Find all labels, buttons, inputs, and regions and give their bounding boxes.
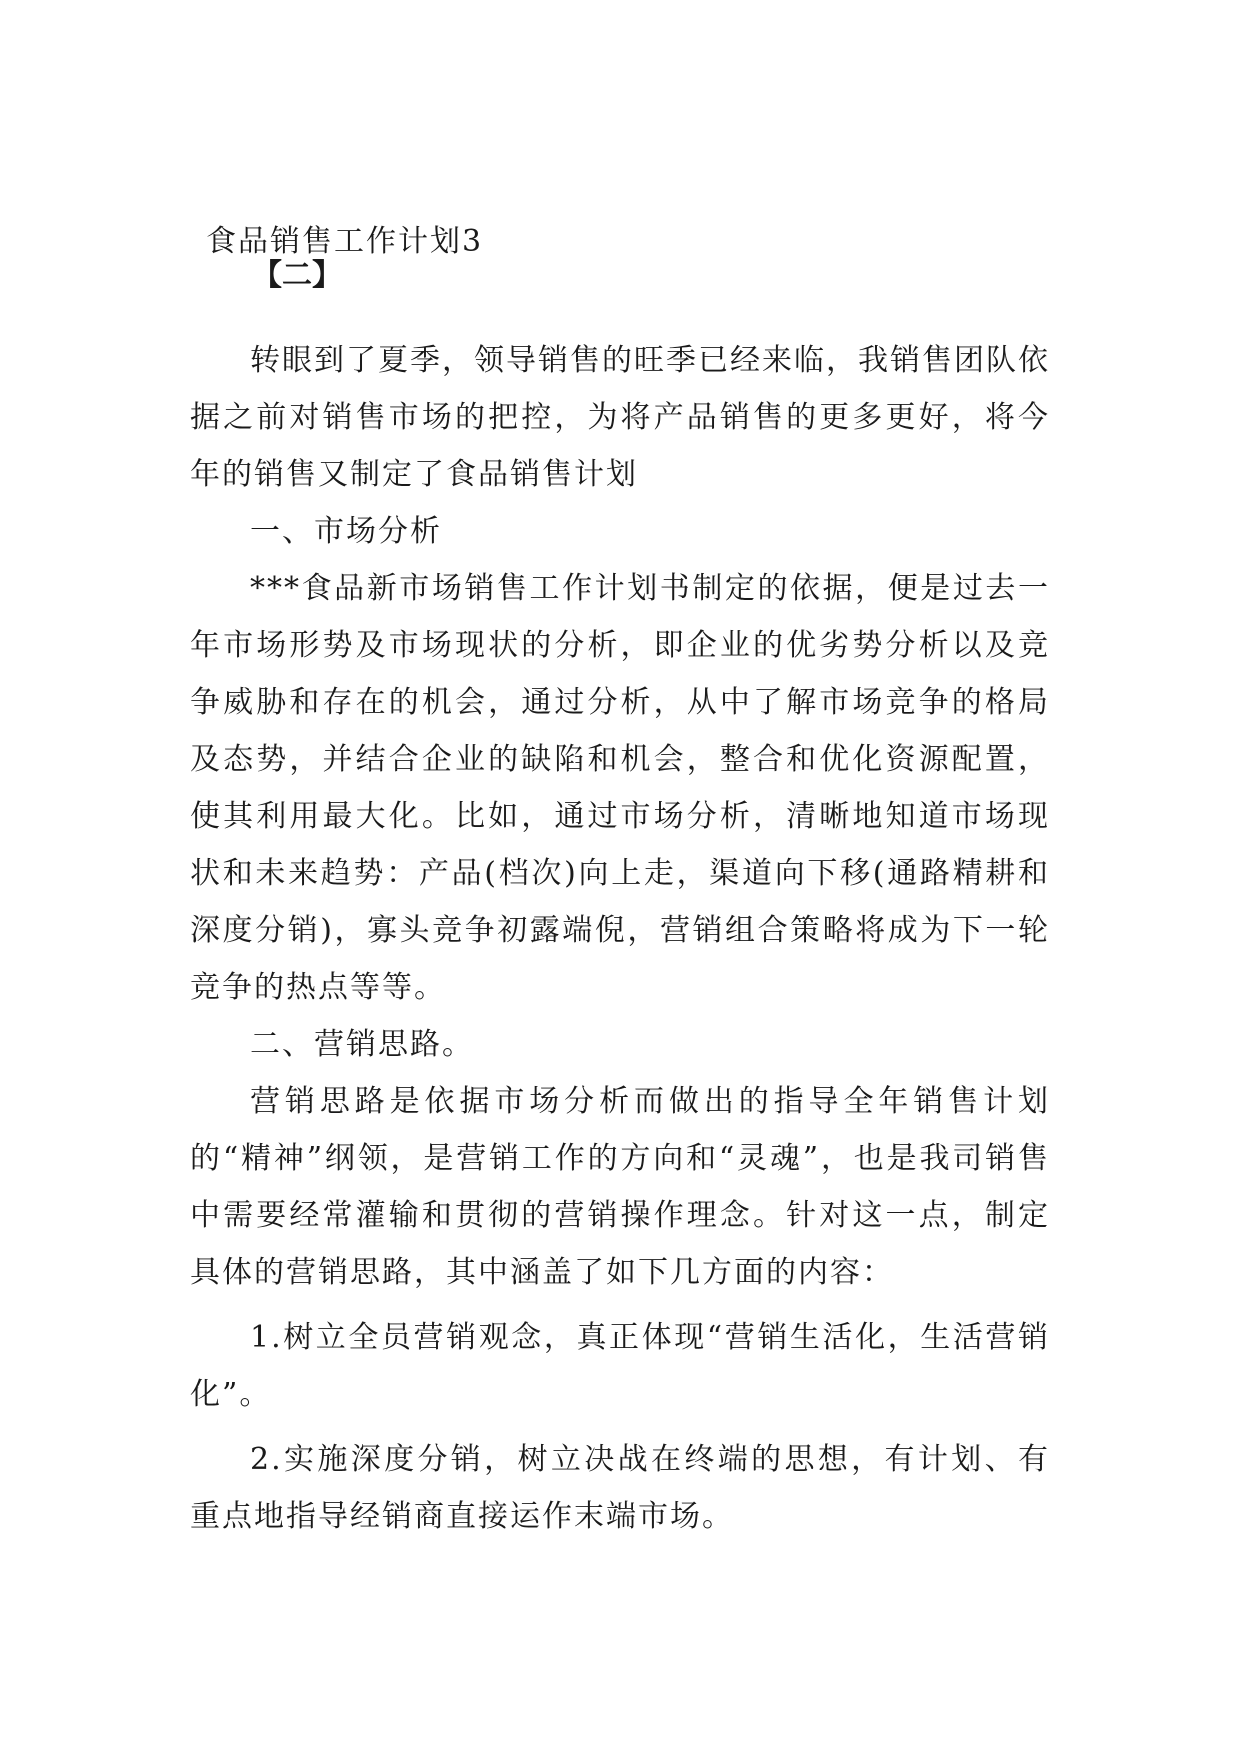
document-title: 食品销售工作计划3 xyxy=(206,224,484,259)
paragraph-marketing-ideas: 营销思路是依据市场分析而做出的指导全年销售计划的“精神”纲领，是营销工作的方向和“灵魂”，也是我司销售中需要经常灌输和贯彻的营销操作理念。针对这一点，制定具体的营销思路，其中涵盖了如下几方面的内容： xyxy=(190,1084,1050,1290)
document-body xyxy=(190,332,1050,1545)
paragraph-market-analysis: ***食品新市场销售工作计划书制定的依据，便是过去一年市场形势及市场现状的分析，即企业的优劣势分析以及竞争威胁和存在的机会，通过分析，从中了解市场竞争的格局及态势，并结合企业的缺陷和机会，整合和优化资源配置，使其利用最大化。比如，通过市场分析，清晰地知道市场现状和未来趋势：产品(档次)向上走，渠道向下移(通路精耕和深度分销)，寡头竞争初露端倪，营销组合策略将成为下一轮竞争的热点等等。 xyxy=(190,571,1050,1005)
heading-marketing-ideas: 二、营销思路。 xyxy=(250,1027,474,1062)
paragraph-intro: 转眼到了夏季，领导销售的旺季已经来临，我销售团队依据之前对销售市场的把控，为将产品销售的更多更好，将今年的销售又制定了食品销售计划 xyxy=(190,343,1050,492)
list-item-1: 1.树立全员营销观念，真正体现“营销生活化，生活营销化”。 xyxy=(190,1320,1050,1412)
heading-market-analysis: 一、市场分析 xyxy=(250,514,442,549)
list-item-2: 2.实施深度分销，树立决战在终端的思想，有计划、有重点地指导经销商直接运作末端市场。 xyxy=(190,1442,1050,1534)
section-mark: 【二】 xyxy=(252,258,342,293)
